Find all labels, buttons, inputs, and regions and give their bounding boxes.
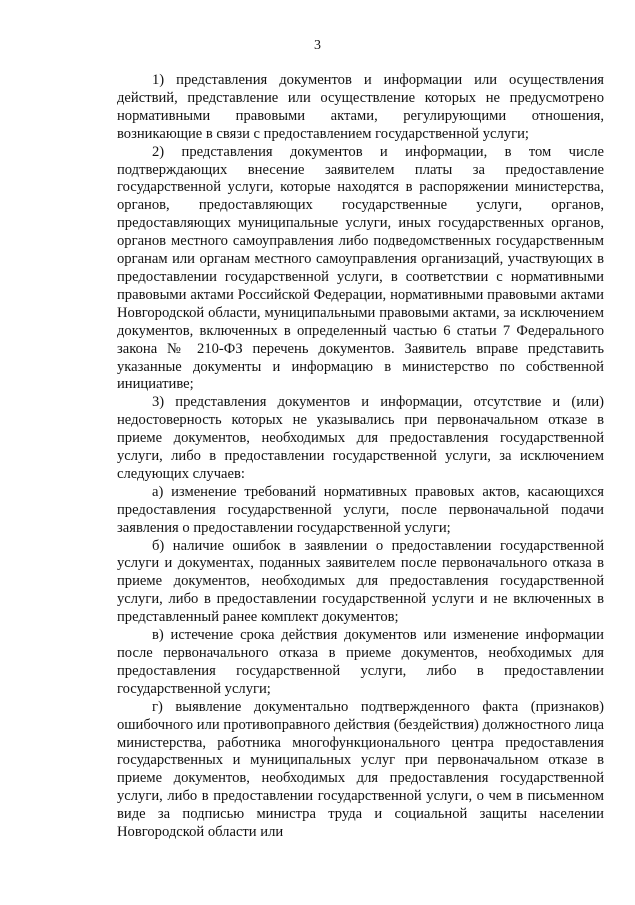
paragraph-item-2: 2) представления документов и информации, в том числе подтверждающих внесение заявителем платы за предоставление государственной услуги, которые находятся в распоряжении министерства, органов, предоставляющих государственные услуги, органов, предоставляющих муниципальные услуги, иных государственных органов, органов местного самоуправления либо подведомственных государственным органам или органам местного самоуправления организаций, участвующих в предоставлении государственной услуги, в соответствии с нормативными правовыми актами Российской Федерации, нормативными правовыми актами Новгородской области, муниципальными правовыми актами, за исключением документов, включенных в определенный частью 6 статьи 7 Федерального закона № 210-ФЗ перечень документов. Заявитель вправе представить указанные документы и информацию в министерство по собственной инициативе; (117, 143, 604, 393)
paragraph-item-1: 1) представления документов и информации или осуществления действий, представление или осуществление которых не предусмотрено нормативными правовыми актами, регулирующими отношения, возникающие в связи с предоставлением государственной услуги; (117, 72, 604, 142)
paragraph-subitem-a: а) изменение требований нормативных правовых актов, касающихся предоставления государственной услуги, после первоначальной подачи заявления о предоставлении государственной услуги; (117, 483, 604, 536)
document-body (117, 72, 604, 842)
paragraph-item-3: 3) представления документов и информации, отсутствие и (или) недостоверность которых не указывались при первоначальном отказе в приеме документов, необходимых для предоставления государственной услуги, либо в предоставлении государственной услуги, за исключением следующих случаев: (117, 394, 604, 482)
paragraph-subitem-g: г) выявление документально подтвержденного факта (признаков) ошибочного или противоправного действия (бездействия) должностного лица министерства, работника многофункционального центра предоставления государственных и муниципальных услуг при первоначальном отказе в приеме документов, необходимых для предоставления государственной услуги, либо в предоставлении государственной услуги, о чем в письменном виде за подписью министра труда и социальной защиты населении Новгородской области или (117, 698, 604, 841)
paragraph-subitem-v: в) истечение срока действия документов или изменение информации после первоначального отказа в приеме документов, необходимых для предоставления государственной услуги, либо в предоставлении государственной услуги; (117, 627, 604, 697)
paragraph-subitem-b: б) наличие ошибок в заявлении о предоставлении государственной услуги и документах, поданных заявителем после первоначального отказа в приеме документов, необходимых для предоставления государственной услуги, либо в предоставлении государственной услуги и не включенных в представленный ранее комплект документов; (117, 537, 604, 626)
page-number: 3 (314, 38, 321, 53)
